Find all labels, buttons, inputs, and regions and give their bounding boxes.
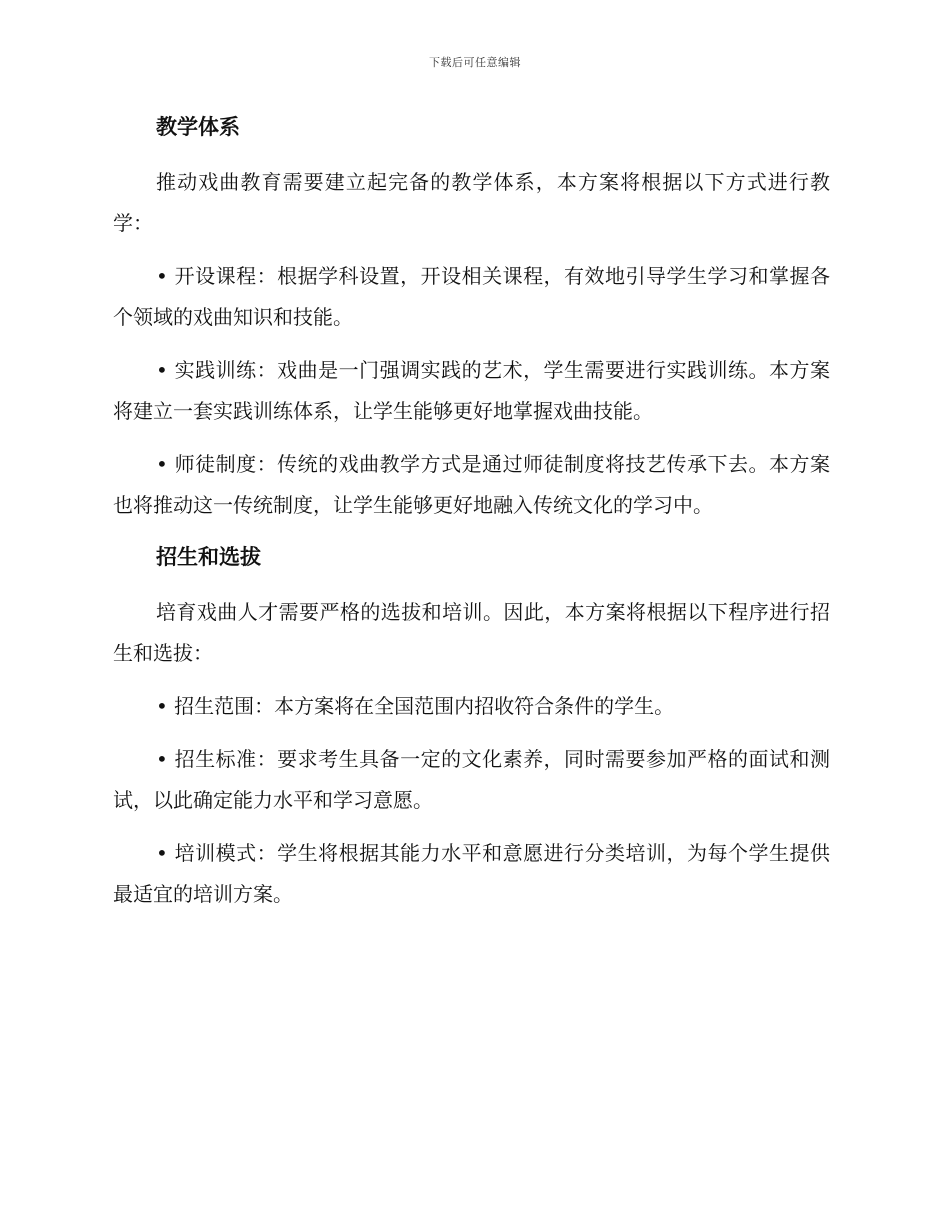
section-teaching-system [113, 108, 830, 526]
paragraph: 培育戏曲人才需要严格的选拔和培训。因此，本方案将根据以下程序进行招生和选拔： [113, 600, 830, 665]
document-body [113, 108, 830, 927]
section-heading: 招生和选拔 [156, 545, 261, 569]
bullet-paragraph: • 师徒制度：传统的戏曲教学方式是通过师徒制度将技艺传承下去。本方案也将推动这一传统制度，让学生能够更好地融入传统文化的学习中。 [113, 452, 830, 517]
bullet-paragraph: • 招生范围：本方案将在全国范围内招收符合条件的学生。 [156, 694, 675, 718]
bullet-paragraph: • 开设课程：根据学科设置，开设相关课程，有效地引导学生学习和掌握各个领域的戏曲知识和技能。 [113, 264, 830, 329]
section-admission-selection [113, 538, 830, 915]
bullet-paragraph: • 培训模式：学生将根据其能力水平和意愿进行分类培训，为每个学生提供最适宜的培训方案。 [113, 841, 830, 906]
bullet-paragraph: • 招生标准：要求考生具备一定的文化素养，同时需要参加严格的面试和测试，以此确定能力水平和学习意愿。 [113, 747, 830, 812]
bullet-paragraph: • 实践训练：戏曲是一门强调实践的艺术，学生需要进行实践训练。本方案将建立一套实践训练体系，让学生能够更好地掌握戏曲技能。 [113, 358, 830, 423]
section-heading: 教学体系 [156, 115, 240, 139]
page-header: 下载后可任意编辑 [429, 56, 521, 69]
paragraph: 推动戏曲教育需要建立起完备的教学体系，本方案将根据以下方式进行教学： [113, 170, 830, 235]
